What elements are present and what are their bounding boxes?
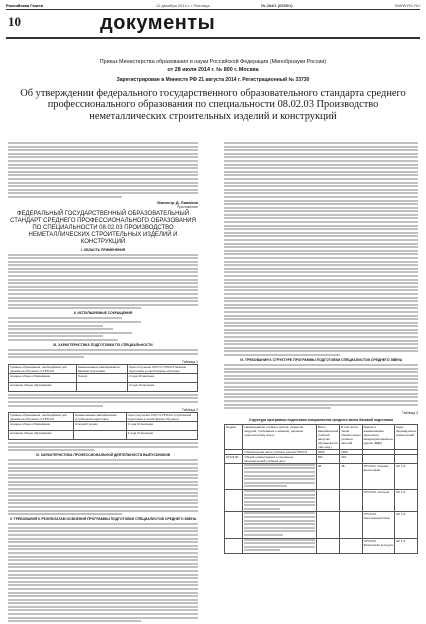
section-3-text [8, 349, 198, 358]
table-cell [225, 489, 243, 512]
table-cell [243, 463, 316, 489]
section-1-text [8, 254, 198, 310]
table-cell [362, 454, 394, 463]
table-row [225, 463, 418, 489]
table-cell: В том числе часов обязательных учебных занятий [340, 424, 362, 449]
table-cell: ОГСЭ.04. Физическая культура [362, 538, 394, 553]
table-cell: ОГСЭ.01. Основы философии [362, 463, 394, 489]
table-cell: ОГСЭ.00 [225, 454, 243, 463]
table-cell: Наименование квалификации базовой подготовки [76, 364, 127, 373]
section-title: документы [100, 12, 216, 34]
table-row [225, 489, 418, 512]
table-cell: Коды формируемых компетенций [394, 424, 417, 449]
table-cell: Всего максимальной учебной нагрузки обучающегося (час./нед.) [317, 424, 339, 449]
table-row [9, 422, 198, 431]
table-cell [243, 538, 316, 553]
section-6-text [224, 364, 418, 409]
table-cell: Индекс [225, 424, 243, 449]
issue-number: № 284/1 (6555/1) [261, 3, 293, 8]
table-2 [8, 412, 198, 440]
table-cell: ОК 1-9 [394, 538, 417, 553]
table-cell [243, 489, 316, 512]
section-rule [6, 37, 420, 39]
section-4-text [8, 459, 198, 515]
table-cell: 4 года 10 месяцев [126, 431, 197, 440]
table-cell: ОГСЭ.02. История [362, 489, 394, 512]
table-cell: Обязательная часть учебных циклов ППССЗ [243, 449, 316, 454]
between-tables-text [8, 394, 198, 407]
table-3-label: Таблица 3 [401, 410, 418, 415]
table-cell [394, 454, 417, 463]
section-2-text [8, 317, 198, 341]
order-registration: Зарегистрирован в Минюсте РФ 21 августа 2014 г. Регистрационный № 33730 [116, 77, 310, 83]
preamble-text [8, 142, 198, 198]
table-cell: Техник [76, 373, 127, 382]
section-3-tail-text [8, 442, 198, 451]
table-cell: 434 [340, 454, 362, 463]
table-cell: 2 года 10 месяцев [127, 373, 197, 382]
order-issuer: Приказ Министерства образования и науки Российской Федерации (Минобрнауки России) [99, 59, 327, 65]
table-cell: 651 [316, 454, 339, 463]
table-cell: среднее общее образование [9, 422, 74, 431]
table-cell [243, 512, 316, 538]
table-cell: Индекс и наименование дисциплин, междисциплинарных курсов (МДК) [362, 424, 394, 449]
table-1 [8, 364, 198, 392]
section-1-heading: I. ОБЛАСТЬ ПРИМЕНЕНИЯ [80, 247, 126, 252]
table-cell: основное общее образование [9, 431, 74, 440]
table-cell: Срок получения СПО по ППССЗ углубленной подготовки в очной форме обучения [126, 413, 197, 422]
table-1-label: Таблица 1 [181, 359, 198, 364]
order-headline: Об утверждении федерального государственного образовательного стандарта среднего профессионального образования по специальности 08.02.03 Производство неметаллических строительных изделий и конструкций [20, 88, 406, 122]
table-cell: среднее общее образование [9, 373, 77, 382]
table-row [225, 424, 418, 449]
section-5-text [8, 523, 198, 622]
table-cell [340, 489, 362, 512]
section-6-heading: VI. ТРЕБОВАНИЯ К СТРУКТУРЕ ПРОГРАММЫ ПОДГОТОВКИ СПЕЦИАЛИСТОВ СРЕДНЕГО ЗВЕНА [239, 358, 403, 363]
table-cell: ОК 1-9 [394, 463, 417, 489]
table-cell: ОК 1-9 [394, 512, 417, 538]
table-cell: ОГСЭ.03. Иностранный язык [362, 512, 394, 538]
table-cell [316, 489, 339, 512]
table-cell: 3 года 10 месяцев [127, 382, 197, 391]
table-row [9, 413, 198, 422]
section-5-continued-text [224, 142, 418, 356]
right-column [224, 142, 418, 554]
table-cell [225, 463, 243, 489]
table-cell: ОК 1-9 [394, 489, 417, 512]
table-cell [316, 538, 339, 553]
section-5-heading: V. ТРЕБОВАНИЯ К РЕЗУЛЬТАТАМ ОСВОЕНИЯ ПРОГРАММЫ ПОДГОТОВКИ СПЕЦИАЛИСТОВ СРЕДНЕГО ЗВЕНА [9, 517, 197, 522]
appendix-label: Приложение [176, 204, 198, 209]
table-cell: Наименование учебных циклов, разделов, модулей, требования к знаниям, умениям, практическому опыту [243, 424, 316, 449]
header-rule [6, 9, 420, 10]
table-row [225, 538, 418, 553]
table-cell [225, 512, 243, 538]
table-cell: 48 [340, 463, 362, 489]
table-row [225, 512, 418, 538]
table-cell: 1350 [340, 449, 362, 454]
table-cell [76, 382, 127, 391]
page-number: 10 [8, 14, 21, 29]
table-cell: Старший техник [73, 422, 126, 431]
table-cell [340, 512, 362, 538]
table-cell: 48 [316, 463, 339, 489]
table-row [225, 454, 418, 463]
table-cell [340, 538, 362, 553]
table-cell [225, 538, 243, 553]
table-cell: Уровень образования, необходимый для приема на обучение по ППССЗ [9, 364, 77, 373]
table-3 [224, 424, 418, 554]
table-row [9, 431, 198, 440]
table-cell [73, 431, 126, 440]
table-row [9, 373, 198, 382]
table-cell: 2025 [316, 449, 339, 454]
site-url: WWW.RG.RU [394, 3, 420, 8]
table-2-label: Таблица 2 [181, 408, 198, 413]
table-cell [316, 512, 339, 538]
left-column [8, 142, 198, 624]
table-row [9, 364, 198, 373]
minister-signature: Министр Д. Ливанов [157, 199, 198, 205]
table-cell: Срок получения СПО по ППССЗ базовой подготовки в очной форме обучения [127, 364, 197, 373]
table-row [9, 382, 198, 391]
section-2-heading: II. ИСПОЛЬЗУЕМЫЕ СОКРАЩЕНИЯ [73, 311, 133, 316]
table-cell: основное общее образование [9, 382, 77, 391]
fgos-title: ФЕДЕРАЛЬНЫЙ ГОСУДАРСТВЕННЫЙ ОБРАЗОВАТЕЛЬНЫЙ СТАНДАРТ СРЕДНЕГО ПРОФЕССИОНАЛЬНОГО ОБРАЗОВАНИЯ ПО СПЕЦИАЛЬНОСТИ 08.02.03 ПРОИЗВОДСТВО НЕМЕТАЛЛИЧЕСКИХ СТРОИТЕЛЬНЫХ ИЗДЕЛИЙ И КОНСТРУКЦИЙ [10, 210, 196, 245]
table-cell: 3 года 10 месяцев [126, 422, 197, 431]
table-cell: Общий гуманитарный и социально-экономический учебный цикл [243, 454, 316, 463]
order-date-number: от 28 июля 2014 г. № 800 г. Москва [167, 67, 259, 73]
section-3-heading: III. ХАРАКТЕРИСТИКА ПОДГОТОВКИ ПО СПЕЦИАЛЬНОСТИ [53, 342, 153, 347]
newspaper-name: Российская Газета [6, 3, 44, 8]
table-cell: Наименование квалификации углубленной подготовки [73, 413, 126, 422]
section-4-heading: IV. ХАРАКТЕРИСТИКА ПРОФЕССИОНАЛЬНОЙ ДЕЯТЕЛЬНОСТИ ВЫПУСКНИКОВ [35, 453, 171, 458]
table-cell: Уровень образования, необходимый для приема на обучение по ППССЗ [9, 413, 74, 422]
issue-date: 12 декабря 2014 г. • Пятница [156, 3, 210, 8]
table-3-caption: Структура программы подготовки специалистов среднего звена базовой подготовки [248, 417, 394, 422]
